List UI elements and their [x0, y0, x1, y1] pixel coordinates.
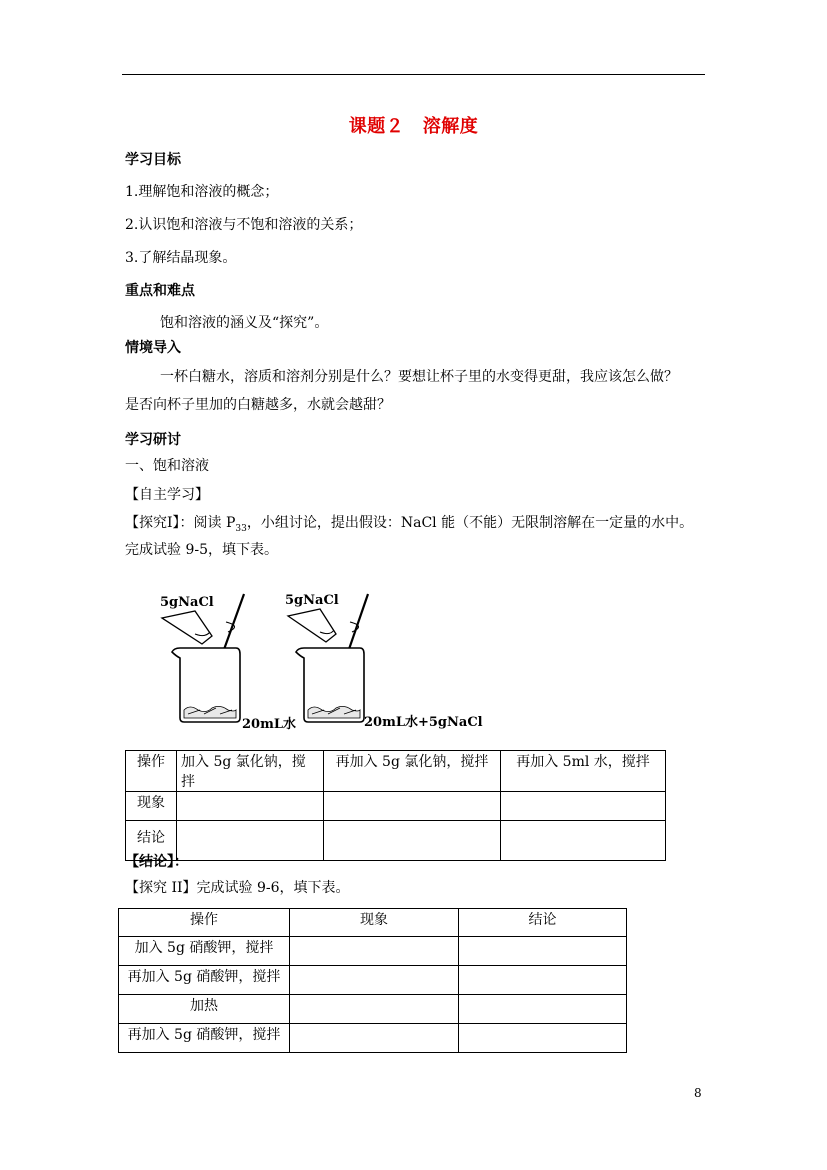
table-header-row [119, 909, 627, 937]
table-row-label: 加入 5g 硝酸钾，搅拌 [119, 937, 290, 966]
table-header-cell: 现象 [290, 909, 459, 937]
explore2-line: 【探究 II】完成试验 9-6，填下表。 [125, 880, 350, 896]
table-row-label: 再加入 5g 硝酸钾，搅拌 [119, 1024, 290, 1053]
table-row [119, 966, 627, 995]
table-row-label: 结论 [126, 821, 177, 861]
self-study-label: 【自主学习】 [125, 487, 209, 503]
table-row [119, 1024, 627, 1053]
page-number: 8 [694, 1086, 702, 1100]
intro-line: 是否向杯子里加的白糖越多，水就会越甜？ [125, 397, 391, 413]
table-cell [459, 995, 627, 1024]
table-cell [459, 1024, 627, 1053]
page-title: 课题２ 溶解度 [348, 116, 479, 137]
table-row [119, 995, 627, 1024]
right-paper-icon [288, 609, 336, 642]
explore1-page-sub: 33 [235, 523, 247, 534]
table-cell [459, 966, 627, 995]
table-row [126, 821, 666, 861]
goal-item: 1.理解饱和溶液的概念； [125, 184, 279, 200]
goals-heading: 学习目标 [125, 152, 181, 168]
table-cell [324, 821, 501, 861]
key-text: 饱和溶液的涵义及“探究”。 [160, 315, 329, 331]
table-cell [290, 937, 459, 966]
subsection-title: 一、饱和溶液 [125, 458, 209, 474]
table-cell [290, 1024, 459, 1053]
table-cell [501, 821, 666, 861]
intro-line: 一杯白糖水，溶质和溶剂分别是什么？要想让杯子里的水变得更甜，我应该怎么做？ [160, 369, 678, 385]
table-cell [459, 937, 627, 966]
intro-heading: 情境导入 [125, 340, 181, 356]
key-heading: 重点和难点 [125, 283, 195, 299]
table-cell [324, 792, 501, 821]
table-row [119, 937, 627, 966]
right-caption: 20mL水+5gNaCl [364, 715, 483, 730]
header-rule [122, 74, 705, 75]
explore1-text-a: 【探究Ⅰ】：阅读 P [125, 515, 236, 531]
explore1-line [125, 514, 693, 538]
left-caption: 20mL水 [242, 717, 296, 732]
table-header-cell: 再加入 5ml 水，搅拌 [501, 751, 666, 792]
right-beaker-setup [285, 593, 483, 730]
table-cell [290, 995, 459, 1024]
table-row-label: 加热 [119, 995, 290, 1024]
explore1-text-b: ，小组讨论，提出假设：NaCl 能（不能）无限制溶解在一定量的水中。 [246, 515, 694, 531]
conclusion-label: 【结论】： [125, 854, 188, 870]
table-cell [290, 966, 459, 995]
table-row-label: 现象 [126, 792, 177, 821]
table-experiment-9-5 [125, 750, 666, 861]
table-cell [177, 792, 324, 821]
table-header-cell: 操作 [126, 751, 177, 792]
left-salt-label: 5gNaCl [160, 595, 214, 610]
table-header-row [126, 751, 666, 792]
table-header-cell: 再加入 5g 氯化钠，搅拌 [324, 751, 501, 792]
goal-item: 2.认识饱和溶液与不饱和溶液的关系； [125, 217, 363, 233]
table-cell [177, 821, 324, 861]
table-header-cell: 加入 5g 氯化钠，搅拌 [177, 751, 324, 792]
table-cell [501, 792, 666, 821]
table-experiment-9-6 [118, 908, 627, 1053]
table-row [126, 792, 666, 821]
table-row-label: 再加入 5g 硝酸钾，搅拌 [119, 966, 290, 995]
goal-item: 3.了解结晶现象。 [125, 250, 237, 266]
table-header-cell: 结论 [459, 909, 627, 937]
left-paper-icon [162, 611, 212, 644]
right-salt-label: 5gNaCl [285, 593, 339, 608]
study-heading: 学习研讨 [125, 432, 181, 448]
explore1-line2: 完成试验 9-5，填下表。 [125, 542, 278, 558]
left-beaker-setup [160, 594, 296, 732]
beaker-figure [150, 586, 490, 736]
table-header-cell: 操作 [119, 909, 290, 937]
